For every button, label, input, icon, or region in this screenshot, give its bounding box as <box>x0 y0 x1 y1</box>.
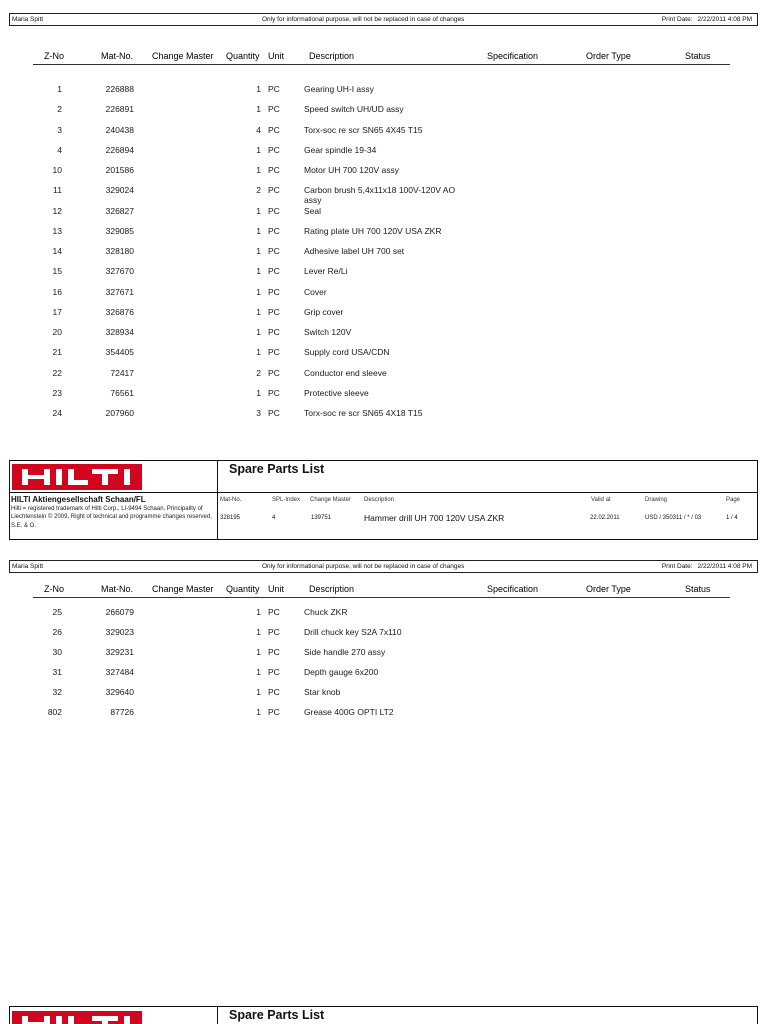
description-cell: Depth gauge 6x200 <box>304 667 379 677</box>
unit-cell: PC <box>268 667 280 677</box>
mat-no-cell: 266079 <box>105 607 134 617</box>
quantity-cell: 1 <box>256 387 261 398</box>
column-header-change-master: Change Master <box>152 51 214 61</box>
z-no-cell: 12 <box>52 205 62 216</box>
table-row <box>0 246 768 256</box>
print-date-value: 2/22/2011 4:08 PM <box>697 16 752 23</box>
unit-cell: PC <box>268 347 280 358</box>
quantity-cell: 1 <box>256 144 261 155</box>
quantity-cell: 1 <box>256 627 261 637</box>
unit-cell: PC <box>268 144 280 155</box>
unit-cell: PC <box>268 225 280 236</box>
column-header-change-master: Change Master <box>152 584 214 594</box>
description-cell: Gearing UH-I assy <box>304 84 374 94</box>
quantity-cell: 1 <box>256 707 261 717</box>
mat-no-cell: 327484 <box>105 667 134 677</box>
value-mat-no: 328195 <box>220 515 241 521</box>
quantity-cell: 1 <box>256 104 261 115</box>
table-row <box>0 388 768 398</box>
description-cell: Switch 120V <box>304 327 352 337</box>
unit-cell: PC <box>268 185 280 196</box>
legal-notice: Hilti = registered trademark of Hilti Corp., LI-9494 Schaan, Principality of Liechtenstein © 2009, Right of technical and programme changes reserved, S.E. & O. <box>11 506 212 529</box>
print-date-label: Print Date: <box>661 16 693 23</box>
mat-no-cell: 240438 <box>105 124 134 135</box>
table-row <box>0 408 768 418</box>
unit-cell: PC <box>268 286 280 297</box>
unit-cell: PC <box>268 266 280 277</box>
z-no-cell: 26 <box>52 627 62 637</box>
print-header-bar <box>9 560 758 573</box>
value-page: 1 / 4 <box>726 515 738 521</box>
table-row <box>0 165 768 175</box>
column-header-mat-no: Mat-No. <box>101 584 134 594</box>
mat-no-cell: 329023 <box>105 627 134 637</box>
print-date-label: Print Date: <box>661 563 693 570</box>
table-row <box>0 687 768 697</box>
unit-cell: PC <box>268 205 280 216</box>
table-row <box>0 125 768 135</box>
column-header-unit: Unit <box>268 584 285 594</box>
mat-no-cell: 329024 <box>105 185 134 196</box>
unit-cell: PC <box>268 246 280 256</box>
table-row <box>0 667 768 677</box>
mat-no-cell: 207960 <box>105 408 134 418</box>
quantity-cell: 1 <box>256 246 261 256</box>
table-row <box>0 145 768 155</box>
table-row <box>0 607 768 617</box>
z-no-cell: 32 <box>52 687 62 697</box>
table-row <box>0 287 768 297</box>
description-cell: Chuck ZKR <box>304 607 348 617</box>
title-block-divider <box>217 1006 218 1024</box>
quantity-cell: 4 <box>256 124 261 135</box>
table-row <box>0 266 768 276</box>
print-date <box>662 14 752 25</box>
quantity-cell: 1 <box>256 647 261 657</box>
z-no-cell: 24 <box>52 408 62 418</box>
description-cell: Rating plate UH 700 120V USA ZKR <box>304 225 442 236</box>
column-header-description: Description <box>309 584 355 594</box>
z-no-cell: 23 <box>52 387 62 398</box>
column-header-order-type: Order Type <box>586 584 631 594</box>
unit-cell: PC <box>268 165 280 175</box>
informational-notice: Only for informational purpose, will not be replaced in case of changes <box>262 563 465 570</box>
company-name: HILTI Aktiengesellschaft Schaan/FL <box>11 495 146 504</box>
label-valid-at: Valid at <box>591 497 611 503</box>
description-cell: Grip cover <box>304 306 344 317</box>
unit-cell: PC <box>268 387 280 398</box>
description-cell: Grease 400G OPTI LT2 <box>304 707 394 717</box>
quantity-cell: 1 <box>256 327 261 337</box>
title-block-separator <box>9 492 758 493</box>
mat-no-cell: 226888 <box>105 84 134 94</box>
description-cell: Drill chuck key S2A 7x110 <box>304 627 402 637</box>
table-row <box>0 206 768 216</box>
value-drawing: USD / 350311 / * / 03 <box>645 515 702 521</box>
unit-cell: PC <box>268 607 280 617</box>
unit-cell: PC <box>268 647 280 657</box>
mat-no-cell: 76561 <box>110 387 134 398</box>
z-no-cell: 2 <box>57 104 62 115</box>
column-header-order-type: Order Type <box>586 51 631 61</box>
print-date-value: 2/22/2011 4:08 PM <box>697 563 752 570</box>
quantity-cell: 1 <box>256 84 261 94</box>
description-cell: Conductor end sleeve <box>304 367 387 378</box>
label-description: Description <box>364 497 395 503</box>
z-no-cell: 25 <box>52 607 62 617</box>
column-header-status: Status <box>685 51 711 61</box>
print-header-bar <box>9 13 758 26</box>
table-row <box>0 104 768 114</box>
quantity-cell: 1 <box>256 667 261 677</box>
spare-parts-list-title: Spare Parts List <box>229 1008 325 1022</box>
value-description: Hammer drill UH 700 120V USA ZKR <box>364 513 505 523</box>
column-header-quantity: Quantity <box>226 584 260 594</box>
quantity-cell: 1 <box>256 266 261 277</box>
description-cell: Torx-soc re scr SN65 4X45 T15 <box>304 124 423 135</box>
description-cell: Star knob <box>304 687 341 697</box>
label-drawing: Drawing <box>645 497 668 503</box>
informational-notice: Only for informational purpose, will not be replaced in case of changes <box>262 16 465 23</box>
unit-cell: PC <box>268 327 280 337</box>
table-header <box>0 583 768 595</box>
label-mat-no: Mat-No. <box>220 497 242 503</box>
mat-no-cell: 72417 <box>110 367 134 378</box>
table-row <box>0 707 768 717</box>
description-cell: Supply cord USA/CDN <box>304 347 390 358</box>
z-no-cell: 11 <box>53 185 62 196</box>
description-cell: Side handle 270 assy <box>304 647 386 657</box>
quantity-cell: 1 <box>256 205 261 216</box>
quantity-cell: 1 <box>256 306 261 317</box>
table-row <box>0 627 768 637</box>
hilti-logo <box>12 1011 142 1024</box>
z-no-cell: 21 <box>52 347 62 358</box>
column-header-specification: Specification <box>487 584 539 594</box>
quantity-cell: 3 <box>256 408 261 418</box>
mat-no-cell: 87726 <box>110 707 134 717</box>
column-header-quantity: Quantity <box>226 51 260 61</box>
z-no-cell: 1 <box>57 84 62 94</box>
description-cell: Torx-soc re scr SN65 4X18 T15 <box>304 408 423 418</box>
column-header-z-no: Z-No <box>44 584 64 594</box>
unit-cell: PC <box>268 104 280 115</box>
unit-cell: PC <box>268 627 280 637</box>
print-date <box>662 561 752 572</box>
z-no-cell: 17 <box>52 306 62 317</box>
label-page: Page <box>726 497 741 503</box>
unit-cell: PC <box>268 306 280 317</box>
mat-no-cell: 329640 <box>105 687 134 697</box>
description-cell: Cover <box>304 286 327 297</box>
table-row <box>0 327 768 337</box>
mat-no-cell: 326827 <box>105 205 134 216</box>
label-spl-index: SPL-Index <box>272 497 301 503</box>
quantity-cell: 2 <box>256 185 261 196</box>
quantity-cell: 1 <box>256 687 261 697</box>
header-underline <box>33 64 730 65</box>
quantity-cell: 1 <box>256 347 261 358</box>
mat-no-cell: 201586 <box>105 165 134 175</box>
z-no-cell: 20 <box>52 327 62 337</box>
table-header <box>0 50 768 62</box>
quantity-cell: 1 <box>256 165 261 175</box>
unit-cell: PC <box>268 367 280 378</box>
quantity-cell: 2 <box>256 367 261 378</box>
printed-by-user: Maria Spitt <box>12 16 44 23</box>
hilti-logo <box>12 464 142 490</box>
description-cell: Speed switch UH/UD assy <box>304 104 404 115</box>
column-header-mat-no: Mat-No. <box>101 51 134 61</box>
title-block-divider <box>217 460 218 540</box>
z-no-cell: 31 <box>52 667 62 677</box>
description-cell: Adhesive label UH 700 set <box>304 246 405 256</box>
z-no-cell: 14 <box>52 246 62 256</box>
unit-cell: PC <box>268 707 280 717</box>
value-spl-index: 4 <box>272 515 276 521</box>
mat-no-cell: 327670 <box>105 266 134 277</box>
z-no-cell: 13 <box>52 225 62 236</box>
printed-by-user: Maria Spitt <box>12 563 44 570</box>
mat-no-cell: 226891 <box>105 104 134 115</box>
mat-no-cell: 226894 <box>105 144 134 155</box>
table-row <box>0 647 768 657</box>
value-valid-at: 22.02.2011 <box>590 515 620 521</box>
mat-no-cell: 328934 <box>105 327 134 337</box>
unit-cell: PC <box>268 84 280 94</box>
column-header-specification: Specification <box>487 51 539 61</box>
z-no-cell: 22 <box>52 367 62 378</box>
mat-no-cell: 326876 <box>105 306 134 317</box>
quantity-cell: 1 <box>256 607 261 617</box>
table-row <box>0 226 768 236</box>
unit-cell: PC <box>268 687 280 697</box>
quantity-cell: 1 <box>256 225 261 236</box>
column-header-description: Description <box>309 51 355 61</box>
header-underline <box>33 597 730 598</box>
mat-no-cell: 329231 <box>105 647 134 657</box>
column-header-z-no: Z-No <box>44 51 64 61</box>
description-cell: Carbon brush 5,4x11x18 100V-120V AO assy <box>304 185 456 206</box>
column-header-status: Status <box>685 584 711 594</box>
mat-no-cell: 328180 <box>105 246 134 256</box>
table-row <box>0 368 768 378</box>
z-no-cell: 16 <box>52 286 62 297</box>
unit-cell: PC <box>268 408 280 418</box>
table-row <box>0 84 768 94</box>
mat-no-cell: 329085 <box>105 225 134 236</box>
z-no-cell: 4 <box>57 144 62 155</box>
z-no-cell: 802 <box>47 707 62 717</box>
unit-cell: PC <box>268 124 280 135</box>
table-row <box>0 307 768 317</box>
description-cell: Lever Re/Li <box>304 266 348 277</box>
description-cell: Seal <box>304 205 322 216</box>
z-no-cell: 30 <box>52 647 62 657</box>
description-cell: Motor UH 700 120V assy <box>304 165 399 175</box>
table-row <box>0 185 768 206</box>
mat-no-cell: 354405 <box>105 347 134 358</box>
z-no-cell: 15 <box>52 266 62 277</box>
quantity-cell: 1 <box>256 286 261 297</box>
description-cell: Gear spindle 19-34 <box>304 144 377 155</box>
table-row <box>0 347 768 357</box>
description-cell: Protective sleeve <box>304 387 369 398</box>
column-header-unit: Unit <box>268 51 285 61</box>
spare-parts-list-title: Spare Parts List <box>229 462 325 476</box>
mat-no-cell: 327671 <box>105 286 134 297</box>
value-change-master: 139751 <box>311 515 332 521</box>
z-no-cell: 10 <box>52 165 62 175</box>
label-change-master: Change Master <box>310 497 352 503</box>
z-no-cell: 3 <box>57 124 62 135</box>
